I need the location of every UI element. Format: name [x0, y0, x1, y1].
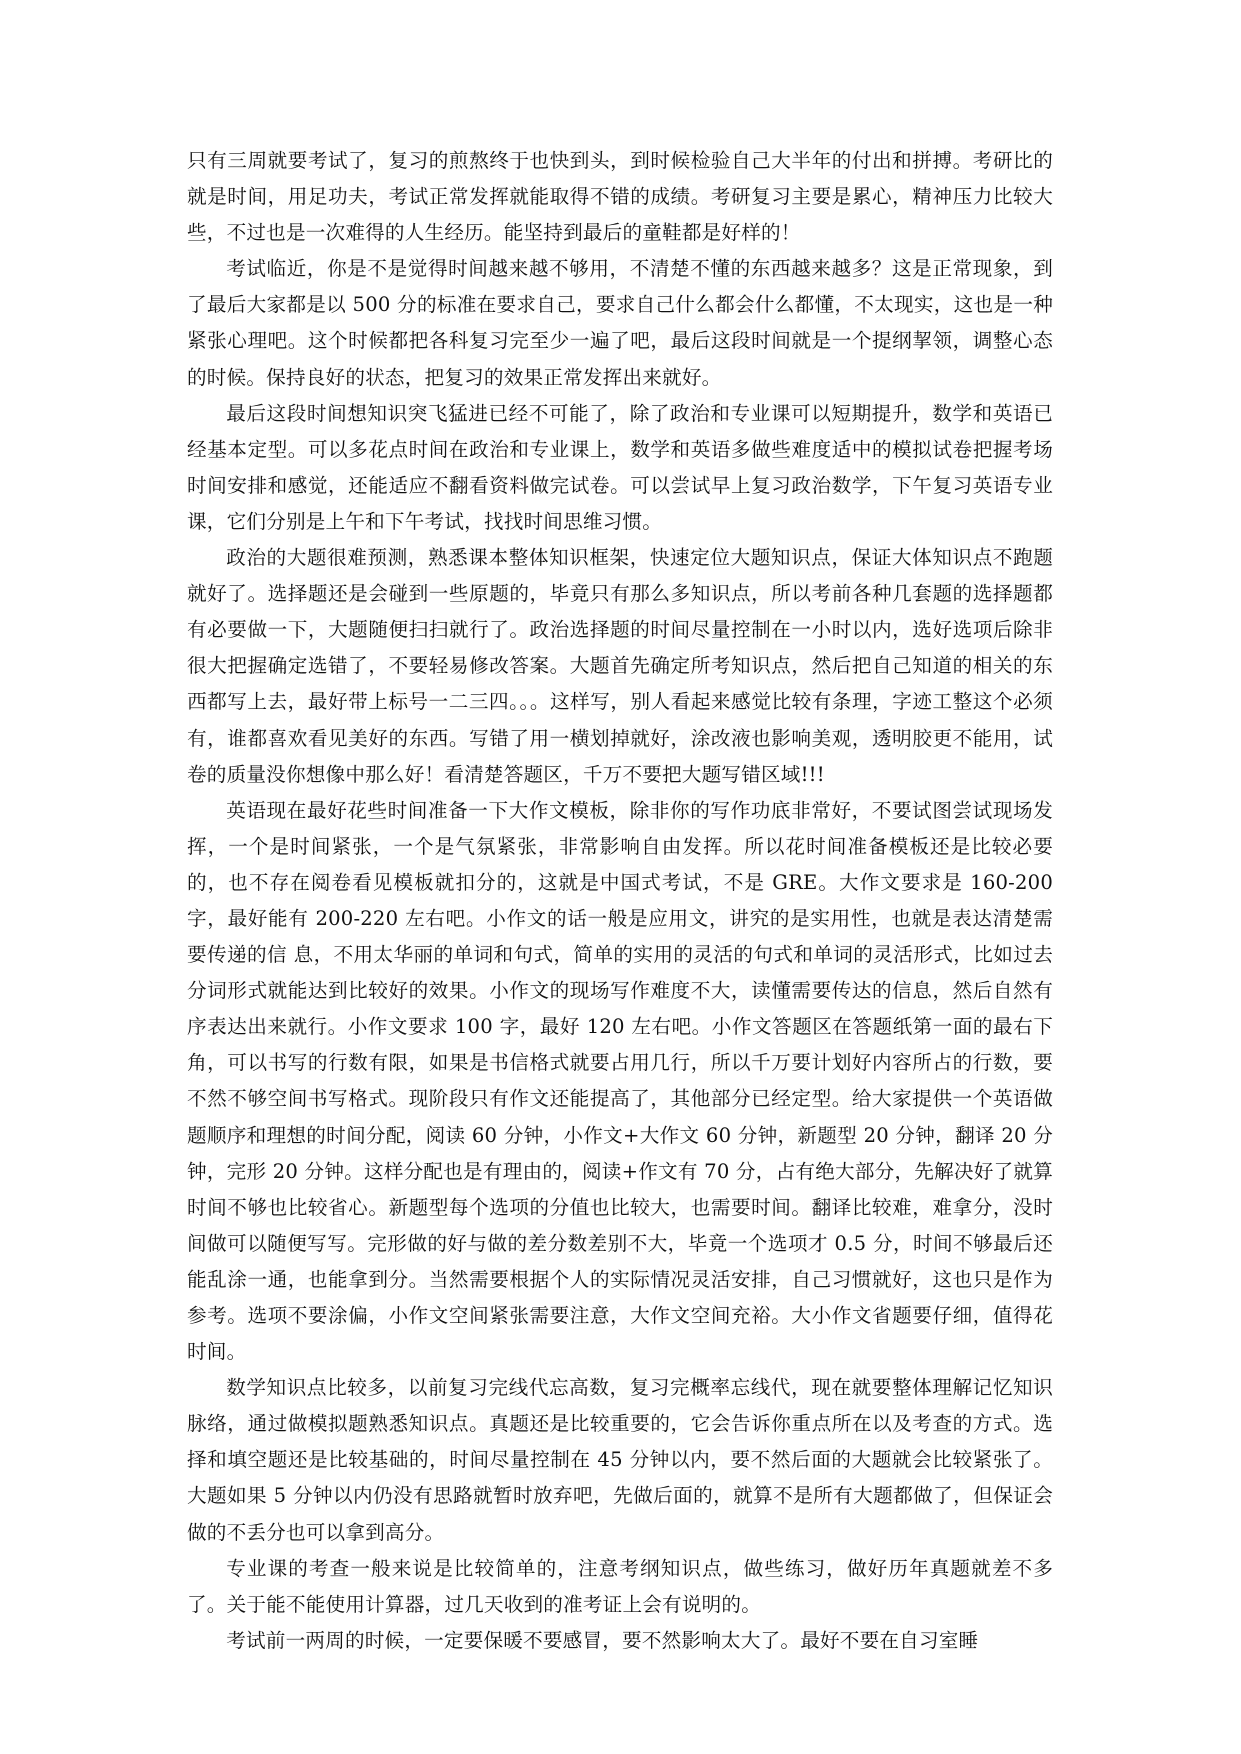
- paragraph-major-course: 专业课的考查一般来说是比较简单的，注意考纲知识点，做些练习，做好历年真题就差不多了。关于能不能使用计算器，过几天收到的准考证上会有说明的。: [187, 1556, 1053, 1616]
- paragraph-health: 考试前一两周的时候，一定要保暖不要感冒，要不然影响太大了。最好不要在自习室睡: [226, 1628, 979, 1652]
- paragraph-math: 数学知识点比较多，以前复习完线代忘高数，复习完概率忘线代，现在就要整体理解记忆知识脉络，通过做模拟题熟悉知识点。真题还是比较重要的，它会告诉你重点所在以及考查的方式。选择和填空题还是比较基础的，时间尽量控制在 45 分钟以内，要不然后面的大题就会比较紧张了。大题如果 5 分钟以内仍没有思路就暂时放弃吧，先做后面的，就算不是所有大题都做了，但保证会做的不丢分也可以拿到高分。: [187, 1376, 1053, 1544]
- paragraph-final-stage: 最后这段时间想知识突飞猛进已经不可能了，除了政治和专业课可以短期提升，数学和英语已经基本定型。可以多花点时间在政治和专业课上，数学和英语多做些难度适中的模拟试卷把握考场时间安排和感觉，还能适应不翻看资料做完试卷。可以尝试早上复习政治数学，下午复习英语专业课，它们分别是上午和下午考试，找找时间思维习惯。: [187, 401, 1053, 533]
- paragraph-english: 英语现在最好花些时间准备一下大作文模板，除非你的写作功底非常好，不要试图尝试现场发挥，一个是时间紧张，一个是气氛紧张，非常影响自由发挥。所以花时间准备模板还是比较必要的，也不存在阅卷看见模板就扣分的，这就是中国式考试，不是 GRE。大作文要求是 160-200 字，最好能有 200-220 左右吧。小作文的话一般是应用文，讲究的是实用性，也就是表达清楚需要传递的信 息，不用太华丽的单词和句式，简单的实用的灵活的句式和单词的灵活形式，比如过去分词形式就能达到比较好的效果。小作文的现场写作难度不大，读懂需要传达的信息，然后自然有序表达出来就行。小作文要求 100 字，最好 120 左右吧。小作文答题区在答题纸第一面的最右下角，可以书写的行数有限，如果是书信格式就要占用几行，所以千万要计划好内容所占的行数，要不然不够空间书写格式。现阶段只有作文还能提高了，其他部分已经定型。给大家提供一个英语做题顺序和理想的时间分配，阅读 60 分钟，小作文+大作文 60 分钟，新题型 20 分钟，翻译 20 分钟，完形 20 分钟。这样分配也是有理由的，阅读+作文有 70 分，占有绝大部分，先解决好了就算时间不够也比较省心。新题型每个选项的分值也比较大，也需要时间。翻译比较难，难拿分，没时间做可以随便写写。完形做的好与做的差分数差别不大，毕竟一个选项才 0.5 分，时间不够最后还能乱涂一通，也能拿到分。当然需要根据个人的实际情况灵活安排，自己习惯就好，这也只是作为参考。选项不要涂偏，小作文空间紧张需要注意，大作文空间充裕。大小作文省题要仔细，值得花时间。: [187, 798, 1053, 1364]
- paragraph-intro: 只有三周就要考试了，复习的煎熬终于也快到头，到时候检验自己大半年的付出和拼搏。考研比的就是时间，用足功夫，考试正常发挥就能取得不错的成绩。考研复习主要是累心，精神压力比较大些，不过也是一次难得的人生经历。能坚持到最后的童鞋都是好样的！: [187, 149, 1053, 245]
- document-body: [187, 143, 1053, 1659]
- paragraph-politics: 政治的大题很难预测，熟悉课本整体知识框架，快速定位大题知识点，保证大体知识点不跑题就好了。选择题还是会碰到一些原题的，毕竟只有那么多知识点，所以考前各种几套题的选择题都有必要做一下，大题随便扫扫就行了。政治选择题的时间尽量控制在一小时以内，选好选项后除非很大把握确定选错了，不要轻易修改答案。大题首先确定所考知识点，然后把自己知道的相关的东西都写上去，最好带上标号一二三四。。。这样写，别人看起来感觉比较有条理，字迹工整这个必须有，谁都喜欢看见美好的东西。写错了用一横划掉就好，涂改液也影响美观，透明胶更不能用，试卷的质量没你想像中那么好！看清楚答题区，千万不要把大题写错区域!!!: [187, 546, 1053, 786]
- paragraph-exam-approaching: 考试临近，你是不是觉得时间越来越不够用，不清楚不懂的东西越来越多？这是正常现象，到了最后大家都是以 500 分的标准在要求自己，要求自己什么都会什么都懂，不太现实，这也是一种紧张心理吧。这个时候都把各科复习完至少一遍了吧，最后这段时间就是一个提纲挈领，调整心态的时候。保持良好的状态，把复习的效果正常发挥出来就好。: [187, 257, 1053, 389]
